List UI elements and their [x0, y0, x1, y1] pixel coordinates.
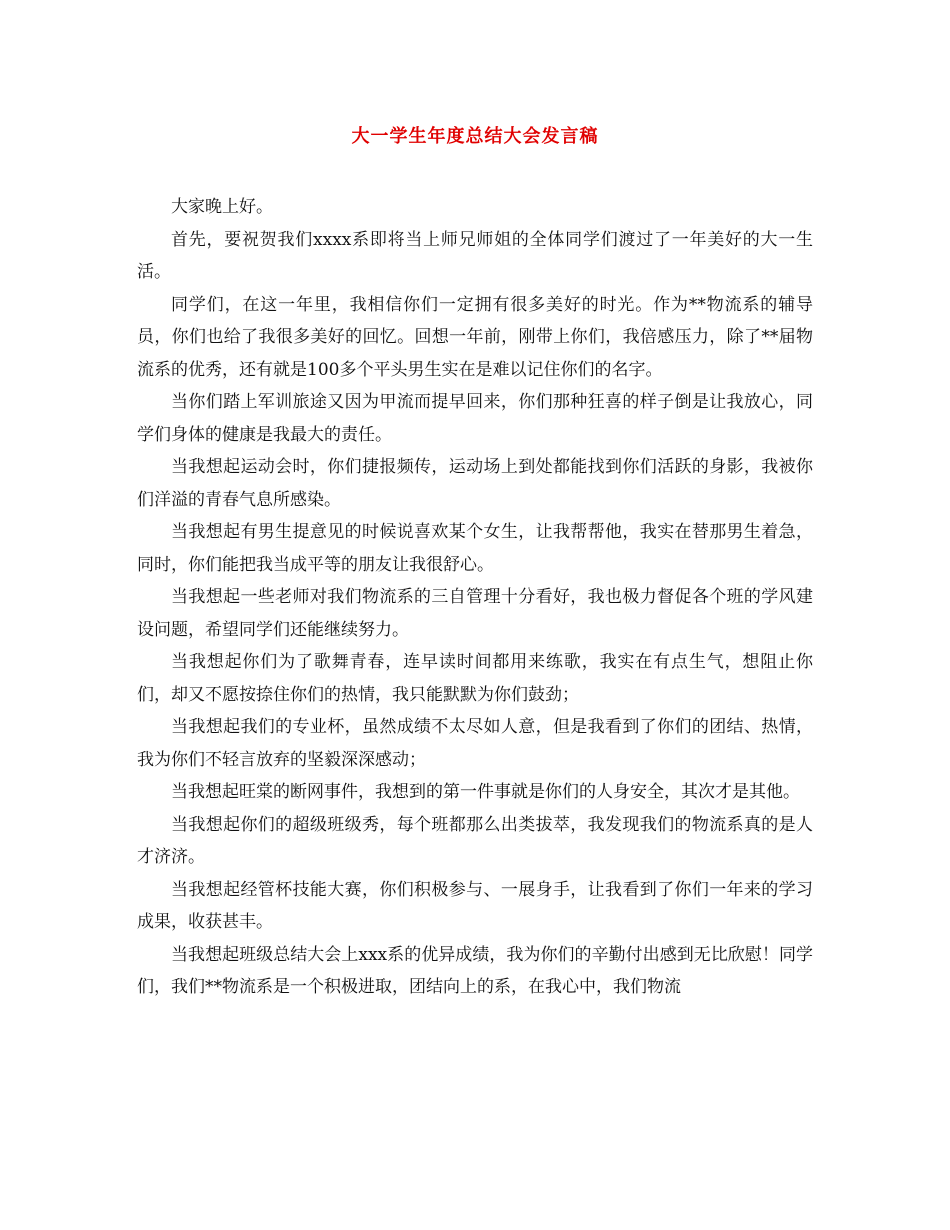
paragraph: 当我想起旺棠的断网事件，我想到的第一件事就是你们的人身安全，其次才是其他。	[171, 782, 800, 802]
paragraph: 当我想起你们为了歌舞青春，连早读时间都用来练歌，我实在有点生气，想阻止你们，却又不愿按捺住你们的热情，我只能默默为你们鼓劲；	[137, 652, 813, 705]
paragraph: 当我想起班级总结大会上xxx系的优异成绩，我为你们的辛勤付出感到无比欣慰！同学们，我们**物流系是一个积极进取，团结向上的系，在我心中，我们物流	[137, 944, 813, 997]
paragraph: 当我想起有男生提意见的时候说喜欢某个女生，让我帮帮他，我实在替那男生着急，同时，你们能把我当成平等的朋友让我很舒心。	[137, 522, 813, 575]
paragraph: 当我想起运动会时，你们捷报频传，运动场上到处都能找到你们活跃的身影，我被你们洋溢的青春气息所感染。	[137, 457, 813, 510]
paragraph: 当我想起经管杯技能大赛，你们积极参与、一展身手，让我看到了你们一年来的学习成果，收获甚丰。	[137, 879, 813, 932]
paragraph: 当我想起你们的超级班级秀，每个班都那么出类拔萃，我发现我们的物流系真的是人才济济。	[137, 814, 813, 867]
paragraph: 当我想起一些老师对我们物流系的三自管理十分看好，我也极力督促各个班的学风建设问题，希望同学们还能继续努力。	[137, 587, 813, 640]
paragraph: 当我想起我们的专业杯，虽然成绩不太尽如人意，但是我看到了你们的团结、热情，我为你们不轻言放弃的坚毅深深感动；	[137, 717, 813, 770]
paragraph: 大家晚上好。	[171, 197, 273, 217]
paragraph: 首先，要祝贺我们xxxx系即将当上师兄师姐的全体同学们渡过了一年美好的大一生活。	[137, 229, 813, 282]
paragraph: 当你们踏上军训旅途又因为甲流而提早回来，你们那种狂喜的样子倒是让我放心，同学们身体的健康是我最大的责任。	[137, 392, 813, 445]
document-body	[137, 191, 813, 1004]
document-title: 大一学生年度总结大会发言稿	[351, 126, 599, 147]
paragraph: 同学们，在这一年里，我相信你们一定拥有很多美好的时光。作为**物流系的辅导员，你们也给了我很多美好的回忆。回想一年前，刚带上你们，我倍感压力，除了**届物流系的优秀，还有就是100多个平头男生实在是难以记住你们的名字。	[137, 294, 813, 380]
